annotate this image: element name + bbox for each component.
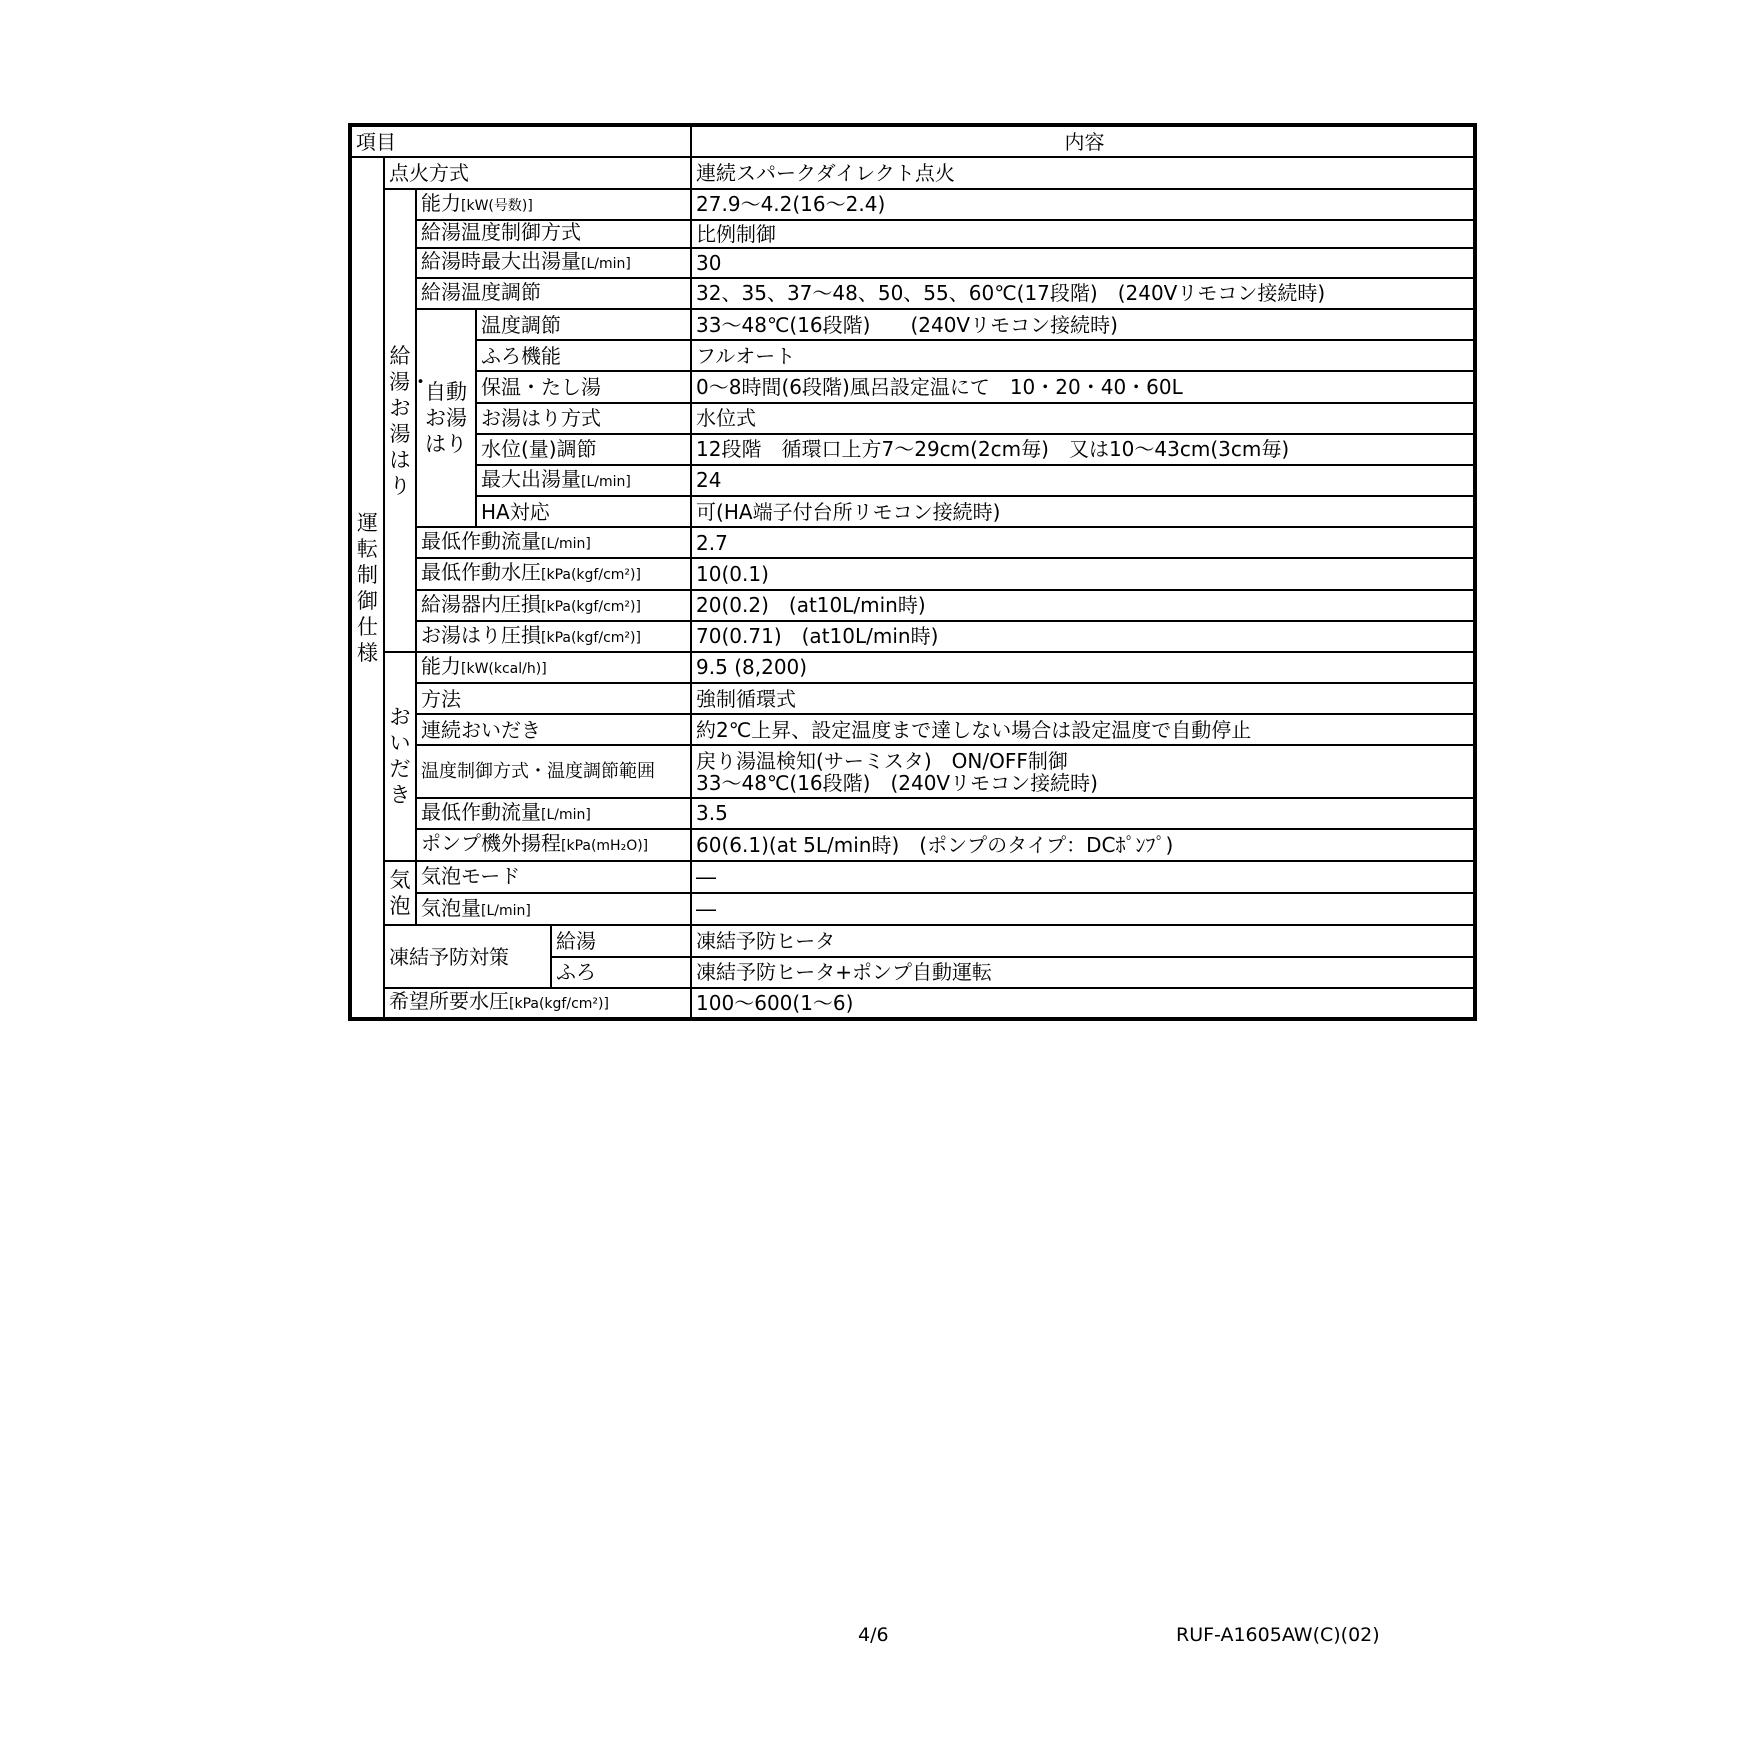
table-row	[350, 371, 1475, 402]
row-label: 能力[kW(号数)]	[416, 189, 691, 219]
row-sublabel: 給湯	[551, 925, 691, 956]
row-value: 33～48℃(16段階) (240Vリモコン接続時)	[691, 309, 1475, 340]
row-value: 70(0.71) (at10L/min時)	[691, 621, 1475, 652]
row-label: 気泡モード	[416, 861, 691, 893]
row-label: 温度調節	[476, 309, 691, 340]
page-number: 4/6	[858, 1624, 889, 1646]
table-row	[350, 714, 1475, 745]
row-label: 最大出湯量[L/min]	[476, 465, 691, 496]
row-label: 気泡量[L/min]	[416, 893, 691, 925]
group-oidaki: おいだき	[384, 652, 416, 861]
row-value: 24	[691, 465, 1475, 496]
table-row	[350, 278, 1475, 309]
table-row	[350, 590, 1475, 621]
table-row	[350, 652, 1475, 683]
row-label: 温度制御方式・温度調節範囲	[416, 745, 691, 797]
row-value: 凍結予防ヒータ	[691, 925, 1475, 956]
header-item: 項目	[350, 125, 691, 157]
row-value: ―	[691, 861, 1475, 893]
row-label: 点火方式	[384, 157, 691, 189]
table-row	[350, 988, 1475, 1019]
group-auto: 自動お湯はり	[416, 309, 476, 527]
table-row	[350, 309, 1475, 340]
group-kiho: 気泡	[384, 861, 416, 925]
table-row	[350, 829, 1475, 861]
row-label: 連続おいだき	[416, 714, 691, 745]
row-label: 給湯温度制御方式	[416, 220, 691, 248]
row-value: 比例制御	[691, 220, 1475, 248]
header-row	[350, 125, 1475, 157]
table-row	[350, 527, 1475, 558]
row-value: 可(HA端子付台所リモコン接続時)	[691, 496, 1475, 527]
row-value: 100～600(1～6)	[691, 988, 1475, 1019]
row-value: 32、35、37～48、50、55、60℃(17段階) (240Vリモコン接続時)	[691, 278, 1475, 309]
row-label: HA対応	[476, 496, 691, 527]
row-value: 戻り湯温検知(サーミスタ) ON/OFF制御 33～48℃(16段階) (240Vリモコン接続時)	[691, 745, 1475, 797]
row-label: お湯はり圧損[kPa(kgf/cm²)]	[416, 621, 691, 652]
table-row	[350, 558, 1475, 589]
row-value: 12段階 循環口上方7～29cm(2cm毎) 又は10～43cm(3cm毎)	[691, 434, 1475, 465]
row-label: 方法	[416, 683, 691, 714]
row-value: フルオート	[691, 340, 1475, 371]
table-row	[350, 220, 1475, 248]
spec-table	[348, 123, 1477, 1021]
row-label: お湯はり方式	[476, 403, 691, 434]
model-number: RUF-A1605AW(C)(02)	[1176, 1624, 1380, 1646]
row-value: 10(0.1)	[691, 558, 1475, 589]
row-value: 凍結予防ヒータ+ポンプ自動運転	[691, 957, 1475, 988]
row-label: 最低作動流量[L/min]	[416, 527, 691, 558]
row-sublabel: ふろ	[551, 957, 691, 988]
row-label: 給湯器内圧損[kPa(kgf/cm²)]	[416, 590, 691, 621]
table-row	[350, 403, 1475, 434]
row-value: 30	[691, 248, 1475, 278]
row-value: 20(0.2) (at10L/min時)	[691, 590, 1475, 621]
row-value: 2.7	[691, 527, 1475, 558]
row-label: 最低作動流量[L/min]	[416, 798, 691, 829]
row-value: 0～8時間(6段階)風呂設定温にて 10・20・40・60L	[691, 371, 1475, 402]
row-label: 水位(量)調節	[476, 434, 691, 465]
table-row	[350, 465, 1475, 496]
row-value: 60(6.1)(at 5L/min時) (ポンプのタイプ：DCﾎﾟﾝﾌﾟ)	[691, 829, 1475, 861]
table-row	[350, 434, 1475, 465]
row-label: 能力[kW(kcal/h)]	[416, 652, 691, 683]
header-content: 内容	[691, 125, 1475, 157]
table-row	[350, 745, 1475, 797]
row-label: ふろ機能	[476, 340, 691, 371]
row-label: 給湯時最大出湯量[L/min]	[416, 248, 691, 278]
table-row	[350, 496, 1475, 527]
table-row	[350, 798, 1475, 829]
table-row	[350, 861, 1475, 893]
row-value: 9.5 (8,200)	[691, 652, 1475, 683]
row-value: 27.9～4.2(16～2.4)	[691, 189, 1475, 219]
table-row	[350, 340, 1475, 371]
row-label: 凍結予防対策	[384, 925, 551, 987]
row-label: 最低作動水圧[kPa(kgf/cm²)]	[416, 558, 691, 589]
table-row	[350, 893, 1475, 925]
row-label: ポンプ機外揚程[kPa(mH₂O)]	[416, 829, 691, 861]
row-label: 希望所要水圧[kPa(kgf/cm²)]	[384, 988, 691, 1019]
row-label: 保温・たし湯	[476, 371, 691, 402]
table-row	[350, 248, 1475, 278]
table-row	[350, 683, 1475, 714]
row-value: 連続スパークダイレクト点火	[691, 157, 1475, 189]
table-row	[350, 189, 1475, 219]
row-value: 3.5	[691, 798, 1475, 829]
group-kyuto: 給湯・お湯はり	[384, 189, 416, 652]
row-value: ―	[691, 893, 1475, 925]
row-value: 水位式	[691, 403, 1475, 434]
table-row	[350, 157, 1475, 189]
row-value: 強制循環式	[691, 683, 1475, 714]
group-unten: 運転制御仕様	[350, 157, 384, 1019]
table-row	[350, 621, 1475, 652]
table-row	[350, 925, 1475, 956]
row-label: 給湯温度調節	[416, 278, 691, 309]
row-value: 約2℃上昇、設定温度まで達しない場合は設定温度で自動停止	[691, 714, 1475, 745]
